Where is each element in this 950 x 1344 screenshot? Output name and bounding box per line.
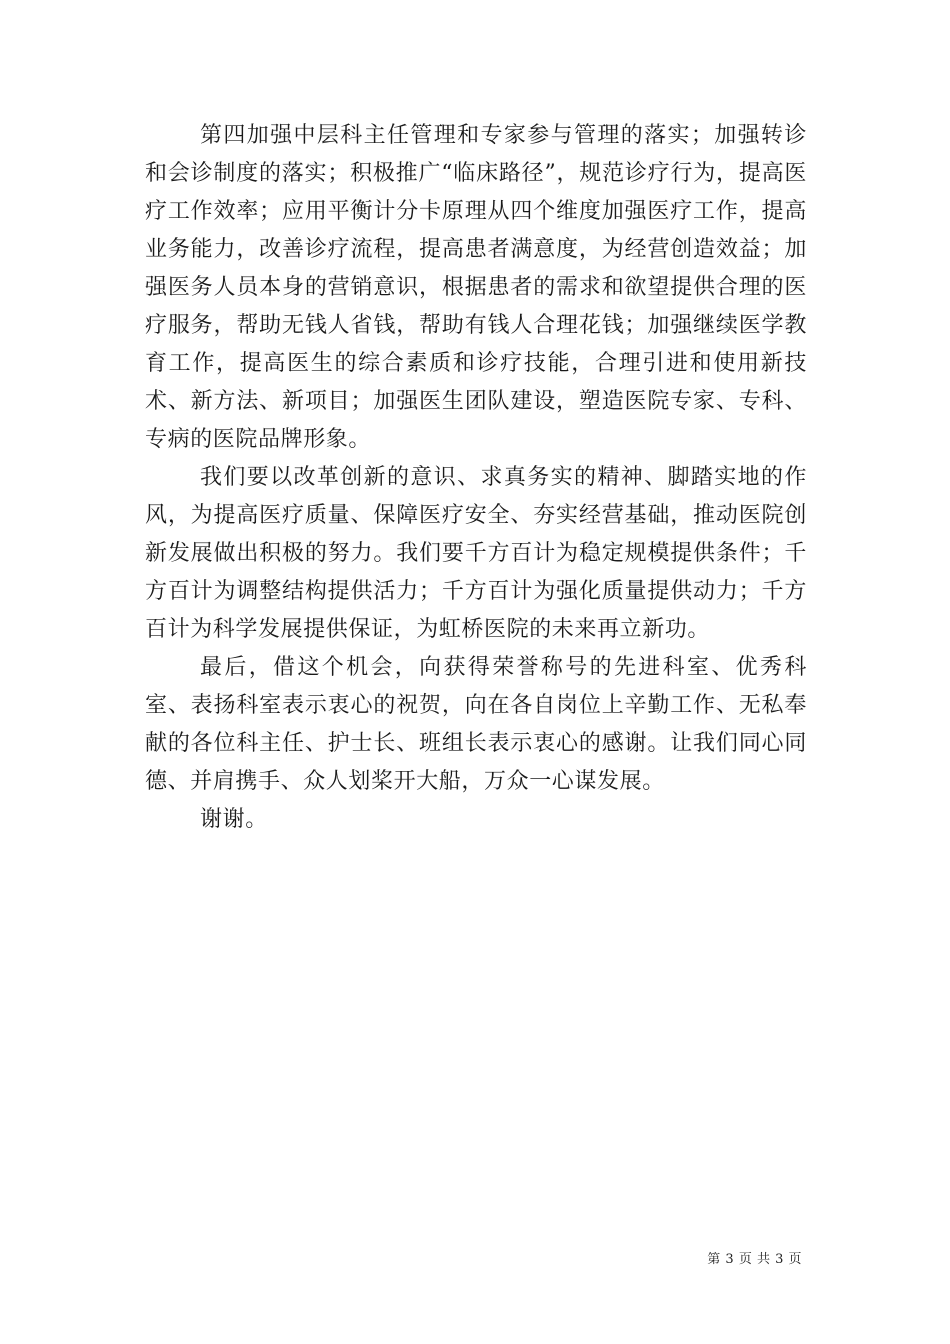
document-body — [145, 117, 807, 839]
paragraph: 我们要以改革创新的意识、求真务实的精神、脚踏实地的作风，为提高医疗质量、保障医疗安全、夯实经营基础，推动医院创新发展做出积极的努力。我们要千方百计为稳定规模提供条件；千方百计为调整结构提供活力；千方百计为强化质量提供动力；千方百计为科学发展提供保证，为虹桥医院的未来再立新功。 — [145, 465, 807, 642]
page-number: 第 3 页 共 3 页 — [707, 1252, 802, 1267]
paragraph: 第四加强中层科主任管理和专家参与管理的落实；加强转诊和会诊制度的落实；积极推广“临床路径”，规范诊疗行为，提高医疗工作效率；应用平衡计分卡原理从四个维度加强医疗工作，提高业务能力，改善诊疗流程，提高患者满意度，为经营创造效益；加强医务人员本身的营销意识，根据患者的需求和欲望提供合理的医疗服务，帮助无钱人省钱，帮助有钱人合理花钱；加强继续医学教育工作，提高医生的综合素质和诊疗技能，合理引进和使用新技术、新方法、新项目；加强医生团队建设，塑造医院专家、专科、专病的医院品牌形象。 — [145, 123, 807, 452]
paragraph: 最后，借这个机会，向获得荣誉称号的先进科室、优秀科室、表扬科室表示衷心的祝贺，向在各自岗位上辛勤工作、无私奉献的各位科主任、护士长、班组长表示衷心的感谢。让我们同心同德、并肩携手、众人划桨开大船，万众一心谋发展。 — [145, 655, 807, 794]
paragraph: 谢谢。 — [200, 807, 268, 832]
